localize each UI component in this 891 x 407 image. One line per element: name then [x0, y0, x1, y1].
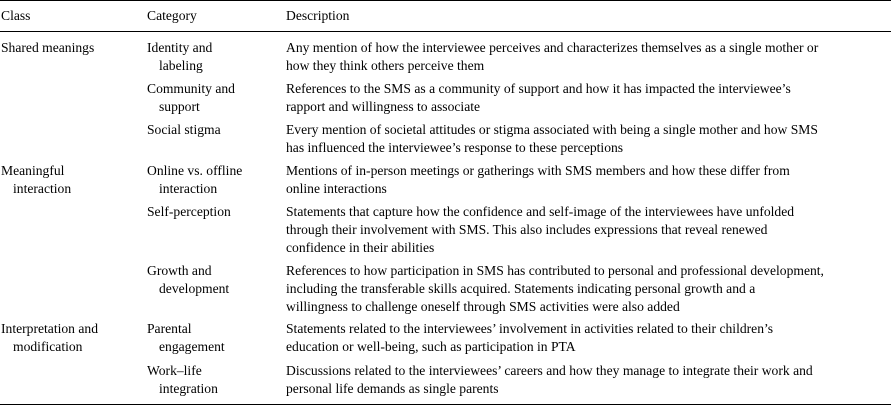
description-cell — [286, 320, 889, 356]
category-cell — [147, 262, 279, 298]
description-cell — [286, 203, 889, 257]
category-label: engagement — [159, 339, 225, 354]
category-label: Self-perception — [147, 204, 231, 219]
description-line: References to the SMS as a community of support and how it has impacted the interviewee’s — [286, 81, 791, 96]
category-label: Social stigma — [147, 122, 221, 137]
category-label: integration — [159, 381, 218, 396]
description-line: personal life demands as single parents — [286, 381, 499, 396]
description-cell — [286, 121, 889, 157]
class-cell — [1, 162, 141, 198]
description-line: how they think others perceive them — [286, 58, 485, 73]
class-label: Meaningful — [1, 163, 65, 178]
category-cell — [147, 80, 279, 116]
category-cell — [147, 203, 279, 221]
description-cell — [286, 80, 889, 116]
table-bottom-rule — [0, 404, 891, 405]
class-label: Shared meanings — [1, 40, 95, 55]
description-line: Any mention of how the interviewee perceives and characterizes themselves as a single mother or — [286, 40, 819, 55]
class-label: Interpretation and — [1, 321, 99, 336]
category-cell — [147, 362, 279, 398]
description-line: confidence in their abilities — [286, 240, 435, 255]
description-line: Statements related to the interviewees’ involvement in activities related to their children’s — [286, 321, 774, 336]
description-line: willingness to challenge oneself through SMS activities were also added — [286, 299, 680, 314]
description-line: References to how participation in SMS has contributed to personal and professional development, — [286, 263, 824, 278]
category-label: interaction — [159, 181, 218, 196]
header-rule — [0, 31, 891, 32]
description-line: online interactions — [286, 181, 387, 196]
category-label: development — [159, 281, 230, 296]
category-label: Parental — [147, 321, 192, 336]
header-class: Class — [1, 8, 31, 23]
description-line: Mentions of in-person meetings or gatherings with SMS members and how these differ from — [286, 163, 790, 178]
description-cell — [286, 362, 889, 398]
table-top-rule — [0, 0, 891, 1]
description-line: Statements that capture how the confidence and self-image of the interviewees have unfolded — [286, 204, 795, 219]
category-label: Growth and — [147, 263, 212, 278]
class-label: modification — [13, 339, 83, 354]
description-line: including the transferable skills acquired. Statements indicating personal growth and a — [286, 281, 756, 296]
category-label: Community and — [147, 81, 235, 96]
description-line: rapport and willingness to associate — [286, 99, 481, 114]
description-line: education or well-being, such as participation in PTA — [286, 339, 576, 354]
category-cell — [147, 162, 279, 198]
category-cell — [147, 320, 279, 356]
description-line: Discussions related to the interviewees’ careers and how they manage to integrate their work and — [286, 363, 813, 378]
category-label: labeling — [159, 58, 203, 73]
category-label: Online vs. offline — [147, 163, 243, 178]
description-line: has influenced the interviewee’s response to these perceptions — [286, 140, 624, 155]
class-cell — [1, 320, 141, 356]
class-cell — [1, 39, 141, 57]
description-cell — [286, 262, 889, 316]
category-label: support — [159, 99, 200, 114]
description-cell — [286, 162, 889, 198]
header-description: Description — [286, 8, 350, 23]
category-label: Work–life — [147, 363, 202, 378]
description-cell — [286, 39, 889, 75]
category-cell — [147, 39, 279, 75]
description-line: through their involvement with SMS. This also includes expressions that reveal renewed — [286, 222, 768, 237]
header-category: Category — [147, 8, 197, 23]
description-line: Every mention of societal attitudes or stigma associated with being a single mother and how SMS — [286, 122, 818, 137]
class-label: interaction — [13, 181, 72, 196]
category-cell — [147, 121, 279, 139]
category-label: Identity and — [147, 40, 213, 55]
